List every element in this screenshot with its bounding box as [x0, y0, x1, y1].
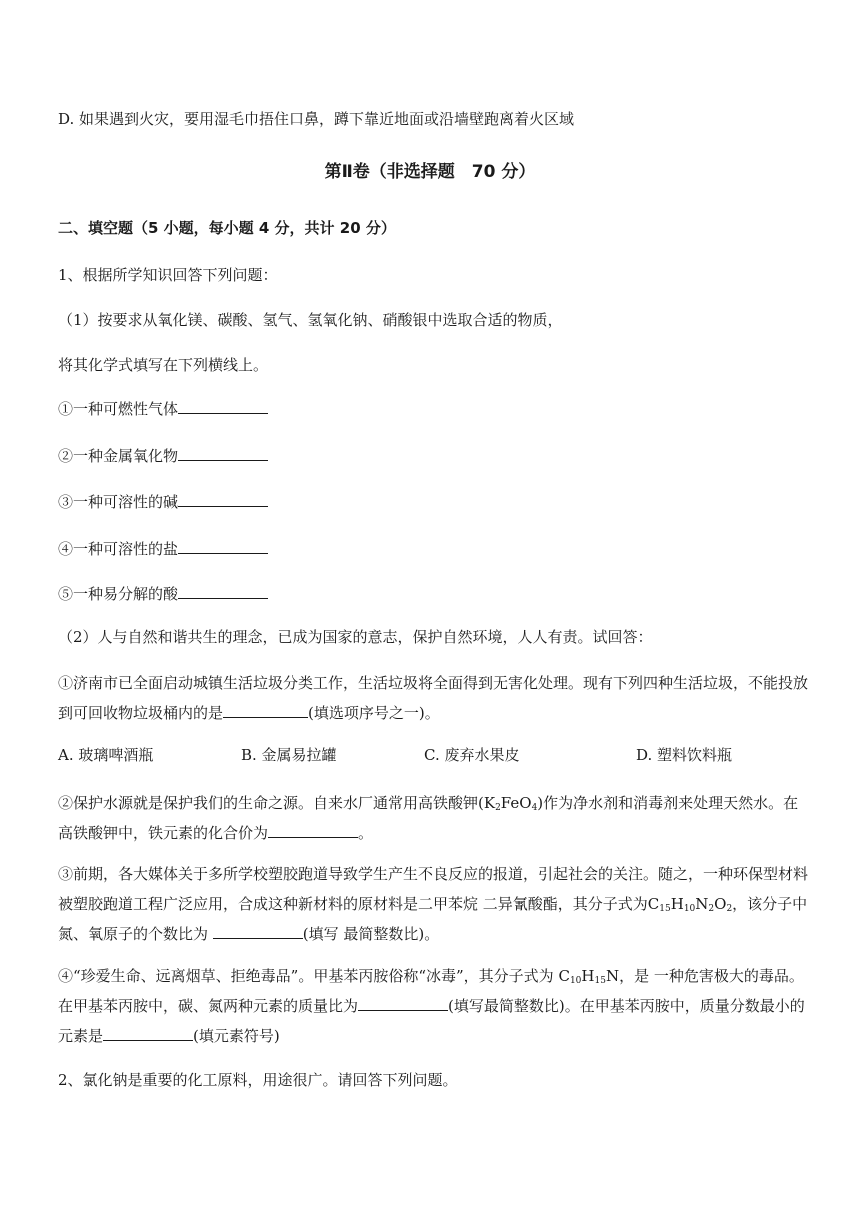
previous-option-d: D. 如果遇到火灾，要用湿毛巾捂住口鼻，蹲下靠近地面或沿墙壁跑离着火区域 — [58, 110, 575, 128]
answer-blank[interactable] — [178, 491, 268, 507]
option-c: C. 废弃水果皮 — [424, 746, 520, 764]
q1-item-4: ④一种可溶性的盐 — [58, 538, 810, 559]
answer-blank[interactable] — [358, 995, 448, 1011]
q1-options-row — [58, 745, 810, 765]
q1-part2-intro: （2）人与自然和谐共生的理念，已成为国家的意志，保护自然环境，人人有责。试回答： — [58, 628, 653, 646]
q1-item-3: ③一种可溶性的碱 — [58, 491, 810, 512]
q1-sub-1: ①济南市已全面启动城镇生活垃圾分类工作，生活垃圾将全面得到无害化处理。现有下列四种生活垃圾，不能投放到可回收物垃圾桶内的是 (填选项序号之一)。 — [58, 674, 809, 722]
q1-part1-line1: （1）按要求从氧化镁、碳酸、氢气、氢氧化钠、硝酸银中选取合适的物质， — [58, 311, 563, 329]
question-1-stem: 1、根据所学知识回答下列问题： — [58, 266, 278, 284]
q1-item-2: ②一种金属氧化物 — [58, 445, 810, 466]
q1-sub-2: ②保护水源就是保护我们的生命之源。自来水厂通常用高铁酸钾$(K_2FeO_4)$作为净水剂和消毒剂来处理天然水。在高铁酸钾中，铁元素的化合价为 。 — [58, 794, 799, 842]
answer-blank[interactable] — [268, 822, 358, 838]
q1-item-5: ⑤一种易分解的酸 — [58, 583, 810, 604]
q1-sub-3: ③前期，各大媒体关于多所学校塑胶跑道导致学生产生不良反应的报道，引起社会的关注。随之，一种环保型材料被塑胶跑道工程广泛应用，合成这种新材料的原材料是二甲苯烷 二异氰酸酯，其分子式为$C_{15}H_{10}N_2O_2$，该分子中氮、氧原子的个数比为 (填写 最简整数比)。 — [58, 865, 809, 943]
option-a: A. 玻璃啤酒瓶 — [58, 746, 154, 764]
answer-blank[interactable] — [178, 583, 268, 599]
option-b: B. 金属易拉罐 — [241, 746, 337, 764]
answer-blank[interactable] — [178, 538, 268, 554]
answer-blank[interactable] — [213, 923, 303, 939]
option-d: D. 塑料饮料瓶 — [636, 746, 733, 764]
answer-blank[interactable] — [223, 702, 308, 718]
question-2-stem: 2、氯化钠是重要的化工原料，用途很广。请回答下列问题。 — [58, 1071, 458, 1089]
q1-part1-line2: 将其化学式填写在下列横线上。 — [58, 356, 269, 374]
section-title: 第Ⅱ卷（非选择题 70 分） — [324, 162, 536, 182]
answer-blank[interactable] — [178, 445, 268, 461]
q1-item-1: ①一种可燃性气体 — [58, 398, 810, 419]
answer-blank[interactable] — [178, 398, 268, 414]
answer-blank[interactable] — [103, 1025, 193, 1041]
q1-sub-4: ④“珍爱生命、远离烟草、拒绝毒品”。甲基苯丙胺俗称“冰毒”，其分子式为 $C_{10}H_{15}N$，是 一种危害极大的毒品。在甲基苯丙胺中，碳、氮两种元素的质量比为 (填写最简整数比)。在甲基苯丙胺中，质量分数最小的元素是 (填元素符号) — [58, 967, 805, 1045]
part-heading: 二、填空题（5 小题，每小题 4 分，共计 20 分） — [58, 219, 396, 237]
